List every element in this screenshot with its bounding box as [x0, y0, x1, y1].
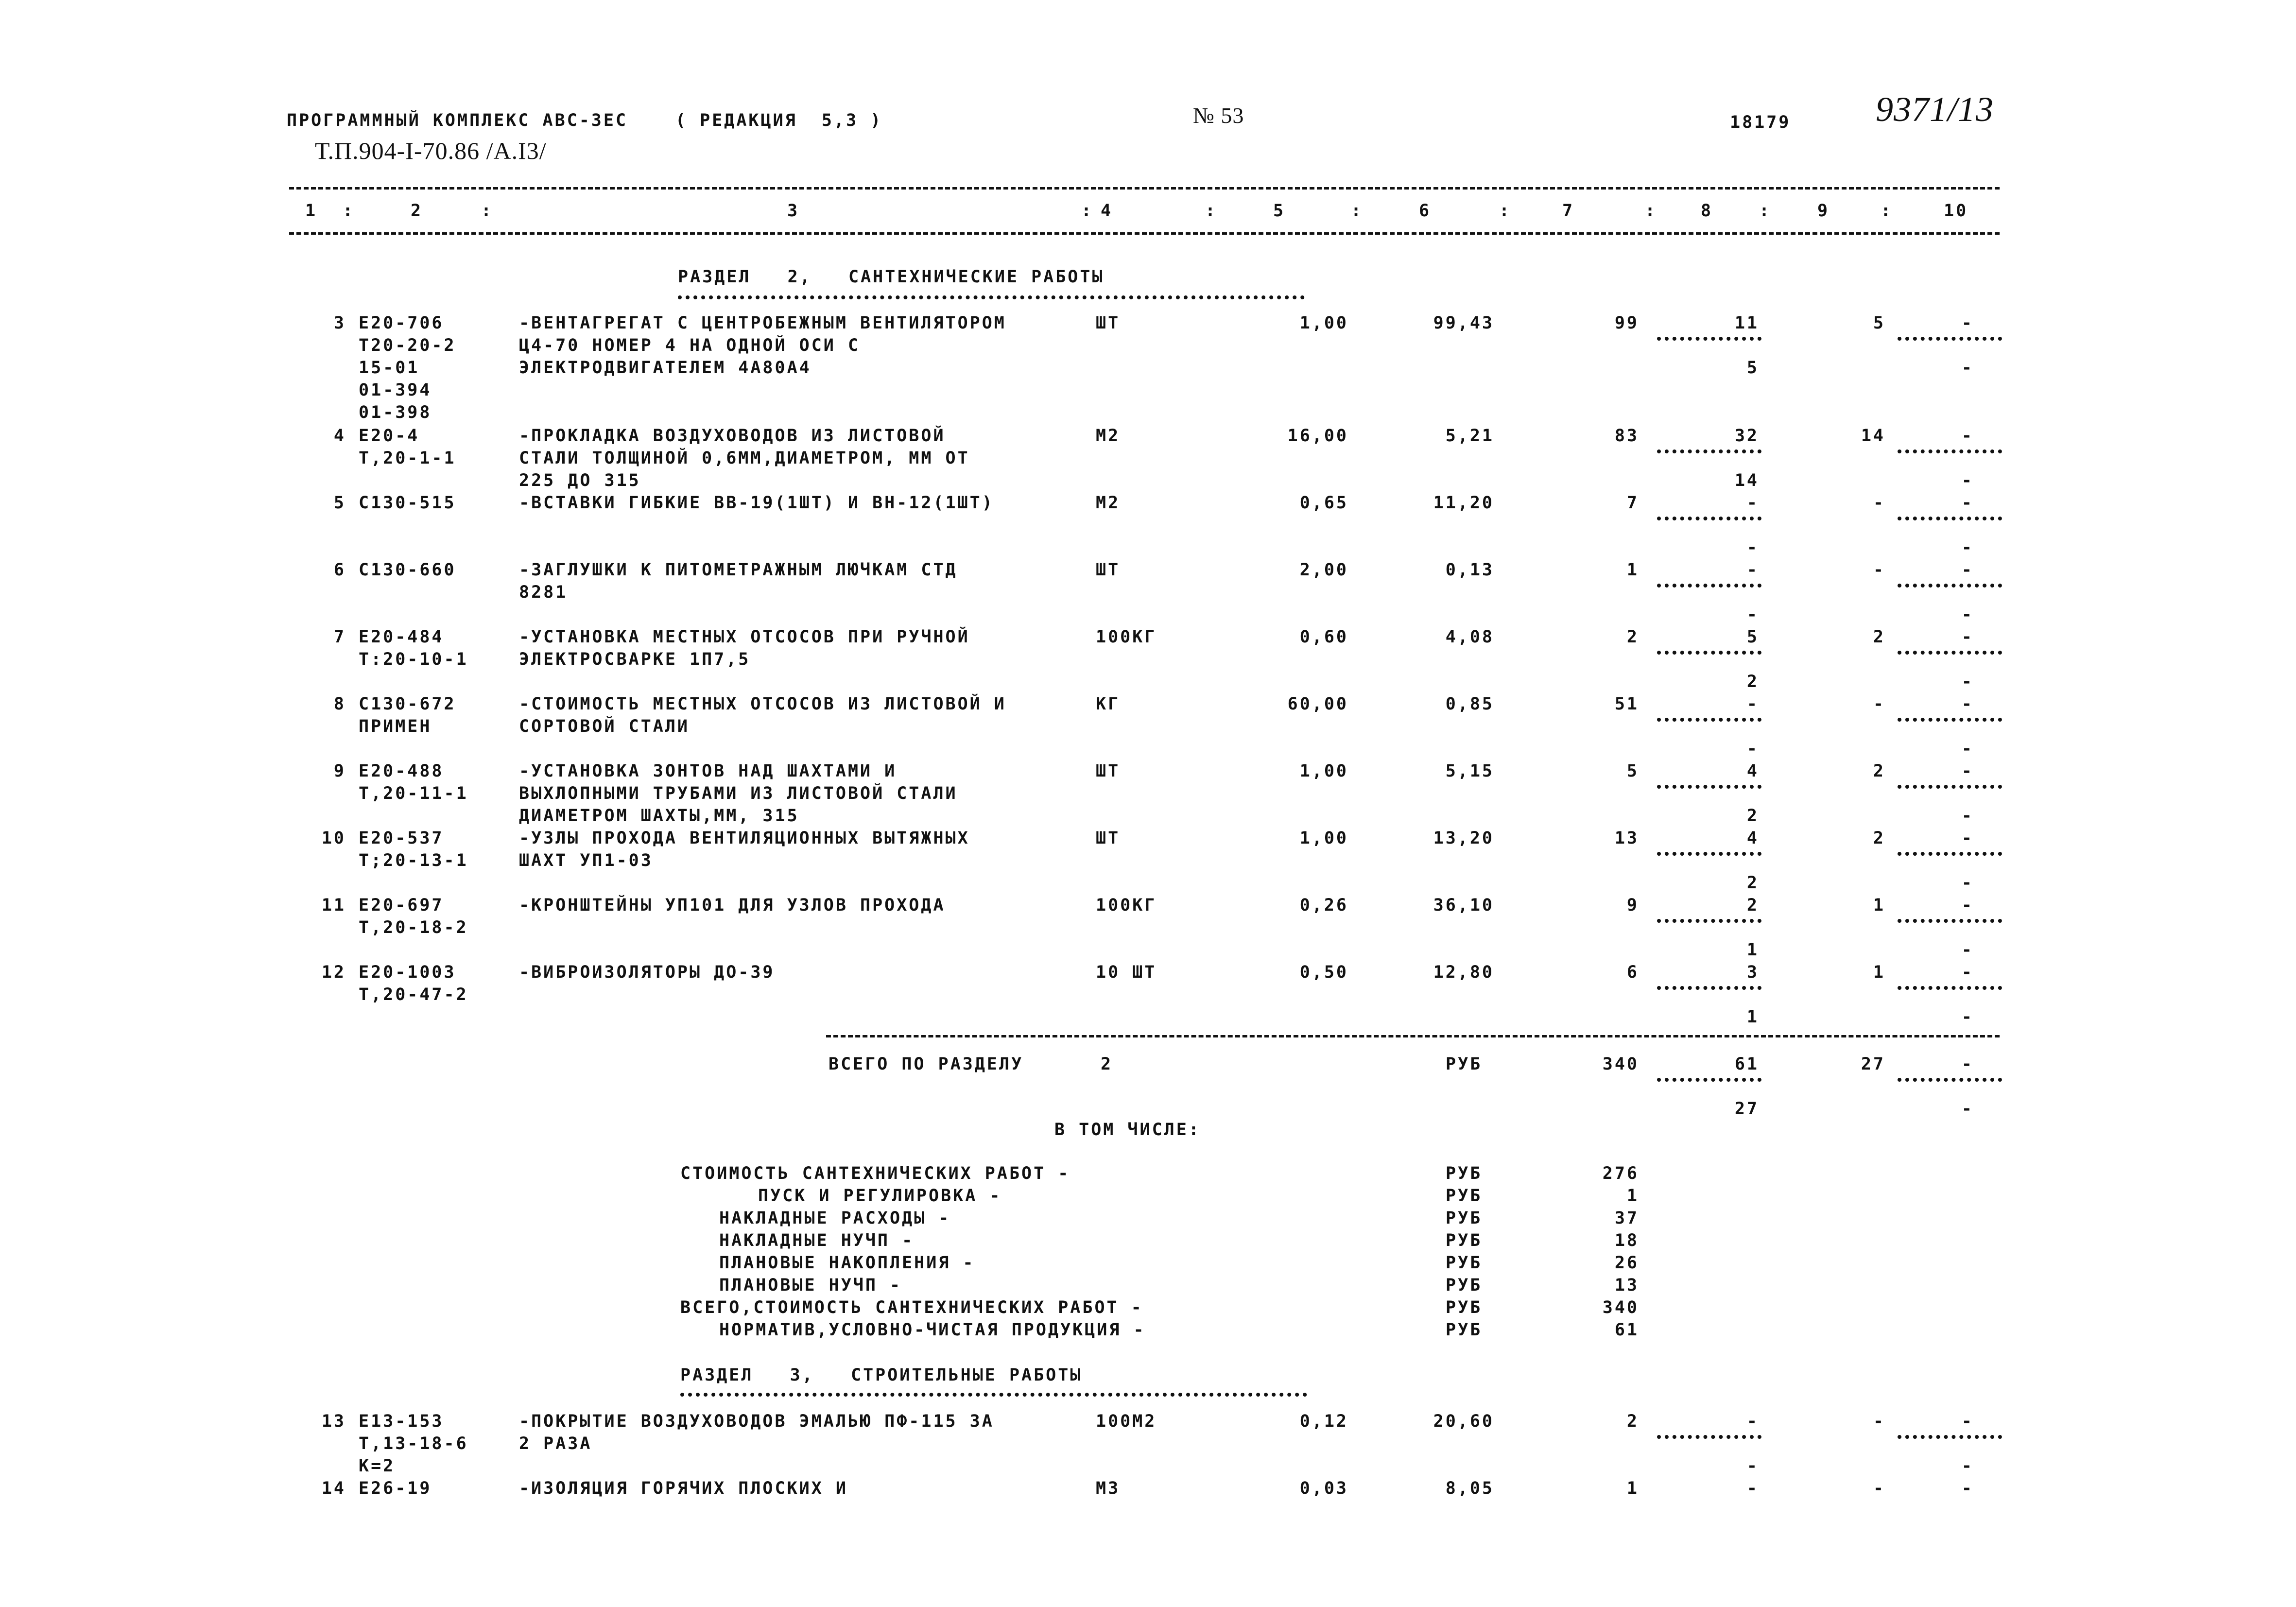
- row-code: Т20-20-2: [359, 336, 456, 355]
- total-label: ВСЕГО ПО РАЗДЕЛУ: [829, 1054, 1024, 1074]
- row-total: 13: [1614, 829, 1639, 848]
- summary-unit: РУБ: [1446, 1164, 1483, 1183]
- col10-divider: [1898, 919, 2002, 923]
- row-col9: 2: [1873, 761, 1885, 781]
- row-quantity: 0,12: [1299, 1412, 1348, 1431]
- row-code: 01-394: [359, 380, 432, 400]
- row-number: 9: [333, 761, 346, 781]
- row-col8: 5: [1746, 627, 1759, 647]
- row-number: 13: [321, 1412, 346, 1431]
- row-number: 7: [333, 627, 346, 647]
- row-unit: М2: [1096, 493, 1121, 513]
- column-header-1: 1: [305, 201, 318, 221]
- row-total: 9: [1626, 896, 1639, 915]
- row-unit-price: 36,10: [1433, 896, 1494, 915]
- summary-value: 1: [1626, 1186, 1639, 1206]
- column-separator: :: [343, 201, 355, 221]
- row-total: 1: [1626, 1479, 1639, 1498]
- row-code: Е20-484: [359, 627, 444, 647]
- row-number: 3: [333, 313, 346, 333]
- row-description: -ПРОКЛАДКА ВОЗДУХОВОДОВ ИЗ ЛИСТОВОЙ: [519, 426, 946, 446]
- row-col9: 2: [1873, 829, 1885, 848]
- row-number: 11: [321, 896, 346, 915]
- row-col8: 4: [1746, 829, 1759, 848]
- total-col8: 61: [1734, 1054, 1759, 1074]
- row-code: Т;20-13-1: [359, 851, 468, 870]
- col10-divider: [1898, 852, 2002, 856]
- row-col8-sub: 1: [1746, 940, 1759, 960]
- row-quantity: 1,00: [1299, 313, 1348, 333]
- row-col8-sub: 2: [1746, 806, 1759, 826]
- row-description: ШАХТ УП1-03: [519, 851, 653, 870]
- col10-divider: [1898, 785, 2002, 789]
- row-col9: 2: [1873, 627, 1885, 647]
- header-top-rule: [289, 187, 2000, 190]
- column-separator: :: [1081, 201, 1094, 221]
- row-code: Е20-4: [359, 426, 420, 446]
- column-separator: :: [1351, 201, 1364, 221]
- summary-label: НОРМАТИВ,УСЛОВНО-ЧИСТАЯ ПРОДУКЦИЯ -: [719, 1320, 1146, 1340]
- total-col10-sub: -: [1961, 1099, 1974, 1119]
- row-col8: 2: [1746, 896, 1759, 915]
- total-col8-sub: 27: [1734, 1099, 1759, 1119]
- row-description: -ВИБРОИЗОЛЯТОРЫ ДО-39: [519, 963, 775, 982]
- row-unit-price: 5,15: [1445, 761, 1494, 781]
- row-unit: ШТ: [1096, 829, 1121, 848]
- summary-value: 276: [1602, 1164, 1639, 1183]
- row-col10: -: [1961, 896, 1974, 915]
- row-col8: -: [1746, 1412, 1759, 1431]
- col8-divider: [1657, 1435, 1761, 1439]
- program-name: ПРОГРАММНЫЙ КОМПЛЕКС АВС-ЗЕС: [287, 111, 628, 130]
- row-col10: -: [1961, 761, 1974, 781]
- summary-label: ПЛАНОВЫЕ НАКОПЛЕНИЯ -: [719, 1253, 975, 1273]
- row-unit-price: 99,43: [1433, 313, 1494, 333]
- row-col10-sub: -: [1961, 873, 1974, 893]
- summary-unit: РУБ: [1446, 1320, 1483, 1340]
- column-header-10: 10: [1944, 201, 1968, 221]
- row-total: 1: [1626, 560, 1639, 580]
- row-code: Е20-488: [359, 761, 444, 781]
- row-quantity: 0,50: [1299, 963, 1348, 982]
- row-number: 6: [333, 560, 346, 580]
- row-col9: -: [1873, 560, 1885, 580]
- row-code: С130-672: [359, 694, 456, 714]
- summary-value: 61: [1614, 1320, 1639, 1340]
- row-code: Е20-1003: [359, 963, 456, 982]
- row-col8: -: [1746, 694, 1759, 714]
- row-col10-sub: -: [1961, 672, 1974, 691]
- summary-label: НАКЛАДНЫЕ РАСХОДЫ -: [719, 1209, 951, 1228]
- row-col10-sub: -: [1961, 605, 1974, 624]
- summary-label: ВСЕГО,СТОИМОСТЬ САНТЕХНИЧЕСКИХ РАБОТ -: [680, 1298, 1143, 1317]
- row-col10-sub: -: [1961, 739, 1974, 759]
- row-col8-sub: -: [1746, 739, 1759, 759]
- col8-divider: [1657, 449, 1761, 453]
- row-total: 5: [1626, 761, 1639, 781]
- col10-divider: [1898, 651, 2002, 655]
- summary-value: 340: [1602, 1298, 1639, 1317]
- col8-divider: [1657, 919, 1761, 923]
- row-description: 2 РАЗА: [519, 1434, 592, 1453]
- row-code: К=2: [359, 1456, 396, 1476]
- row-code: Т,20-11-1: [359, 784, 468, 803]
- row-col10-sub: -: [1961, 806, 1974, 826]
- row-unit-price: 11,20: [1433, 493, 1494, 513]
- total-value: 340: [1602, 1054, 1639, 1074]
- row-code: Т,20-47-2: [359, 985, 468, 1004]
- row-col10-sub: -: [1961, 1007, 1974, 1027]
- col10-divider: [1898, 584, 2002, 588]
- row-col8-sub: 2: [1746, 873, 1759, 893]
- row-code: Е20-706: [359, 313, 444, 333]
- row-col8-sub: -: [1746, 538, 1759, 557]
- row-description: -УЗЛЫ ПРОХОДА ВЕНТИЛЯЦИОННЫХ ВЫТЯЖНЫХ: [519, 829, 970, 848]
- summary-value: 26: [1614, 1253, 1639, 1273]
- row-code: 15-01: [359, 358, 420, 378]
- row-unit-price: 0,13: [1445, 560, 1494, 580]
- row-col8-sub: -: [1746, 1456, 1759, 1476]
- summary-unit: РУБ: [1446, 1231, 1483, 1250]
- row-number: 14: [321, 1479, 346, 1498]
- col8-divider: [1657, 785, 1761, 789]
- row-col9: 1: [1873, 896, 1885, 915]
- col8-divider: [1657, 651, 1761, 655]
- row-col10: -: [1961, 694, 1974, 714]
- column-separator: :: [1205, 201, 1218, 221]
- summary-unit: РУБ: [1446, 1298, 1483, 1317]
- row-col10: -: [1961, 426, 1974, 446]
- row-unit: М2: [1096, 426, 1121, 446]
- col8-divider: [1657, 986, 1761, 990]
- row-unit: ШТ: [1096, 560, 1121, 580]
- row-col10: -: [1961, 560, 1974, 580]
- row-quantity: 0,60: [1299, 627, 1348, 647]
- row-col10: -: [1961, 313, 1974, 333]
- row-unit: 100КГ: [1096, 896, 1157, 915]
- col10-divider: [1898, 986, 2002, 990]
- total-unit: РУБ: [1446, 1054, 1483, 1074]
- column-separator: :: [1499, 201, 1512, 221]
- section-2-title: РАЗДЕЛ 2, САНТЕХНИЧЕСКИЕ РАБОТЫ: [678, 267, 1105, 287]
- row-description: ВЫХЛОПНЫМИ ТРУБАМИ ИЗ ЛИСТОВОЙ СТАЛИ: [519, 784, 958, 803]
- row-code: Е20-697: [359, 896, 444, 915]
- column-header-2: 2: [411, 201, 423, 221]
- row-unit-price: 0,85: [1445, 694, 1494, 714]
- row-description: -ВСТАВКИ ГИБКИЕ ВВ-19(1ШТ) И ВН-12(1ШТ): [519, 493, 994, 513]
- row-code: С130-515: [359, 493, 456, 513]
- row-unit: КГ: [1096, 694, 1121, 714]
- col10-divider: [1898, 718, 2002, 722]
- row-unit: М3: [1096, 1479, 1121, 1498]
- total-col10: -: [1961, 1054, 1974, 1074]
- column-header-7: 7: [1562, 201, 1575, 221]
- project-subtitle: Т.П.904-I-70.86 /А.I3/: [315, 137, 547, 164]
- row-col10: -: [1961, 829, 1974, 848]
- summary-unit: РУБ: [1446, 1186, 1483, 1206]
- row-quantity: 0,03: [1299, 1479, 1348, 1498]
- section-3-title: РАЗДЕЛ 3, СТРОИТЕЛЬНЫЕ РАБОТЫ: [680, 1365, 1083, 1385]
- row-description: -ЗАГЛУШКИ К ПИТОМЕТРАЖНЫМ ЛЮЧКАМ СТД: [519, 560, 958, 580]
- row-number: 5: [333, 493, 346, 513]
- row-code: Т,20-18-2: [359, 918, 468, 937]
- row-quantity: 1,00: [1299, 761, 1348, 781]
- summary-unit: РУБ: [1446, 1253, 1483, 1273]
- row-description: ЭЛЕКТРОДВИГАТЕЛЕМ 4А80А4: [519, 358, 811, 378]
- row-col8: 3: [1746, 963, 1759, 982]
- column-separator: :: [481, 201, 494, 221]
- row-quantity: 1,00: [1299, 829, 1348, 848]
- row-code: Е13-153: [359, 1412, 444, 1431]
- column-header-4: 4: [1101, 201, 1113, 221]
- row-description: -ВЕНТАГРЕГАТ С ЦЕНТРОБЕЖНЫМ ВЕНТИЛЯТОРОМ: [519, 313, 1006, 333]
- row-col10-sub: -: [1961, 471, 1974, 490]
- row-col8: 11: [1734, 313, 1759, 333]
- col10-divider: [1898, 449, 2002, 453]
- row-code: Т,13-18-6: [359, 1434, 468, 1453]
- row-col8-sub: -: [1746, 605, 1759, 624]
- row-total: 2: [1626, 1412, 1639, 1431]
- col8-divider: [1657, 517, 1761, 520]
- summary-unit: РУБ: [1446, 1276, 1483, 1295]
- row-description: -СТОИМОСТЬ МЕСТНЫХ ОТСОСОВ ИЗ ЛИСТОВОЙ И: [519, 694, 1006, 714]
- row-quantity: 60,00: [1287, 694, 1348, 714]
- row-code: Т:20-10-1: [359, 650, 468, 669]
- summary-label: НАКЛАДНЫЕ НУЧП -: [719, 1231, 915, 1250]
- row-unit: 10 ШТ: [1096, 963, 1157, 982]
- row-unit: ШТ: [1096, 761, 1121, 781]
- column-header-9: 9: [1817, 201, 1830, 221]
- col8-divider: [1657, 852, 1761, 856]
- edition-label: ( РЕДАКЦИЯ 5,3 ): [675, 111, 883, 130]
- row-code: Е20-537: [359, 829, 444, 848]
- row-quantity: 0,26: [1299, 896, 1348, 915]
- row-number: 8: [333, 694, 346, 714]
- row-col9: 5: [1873, 313, 1885, 333]
- row-total: 2: [1626, 627, 1639, 647]
- row-col8: 4: [1746, 761, 1759, 781]
- row-col8: -: [1746, 1479, 1759, 1498]
- summary-value: 13: [1614, 1276, 1639, 1295]
- row-col8-sub: 2: [1746, 672, 1759, 691]
- row-description: Ц4-70 НОМЕР 4 НА ОДНОЙ ОСИ С: [519, 336, 861, 355]
- row-col9: -: [1873, 694, 1885, 714]
- row-description: 8281: [519, 583, 568, 602]
- row-number: 4: [333, 426, 346, 446]
- row-col10: -: [1961, 963, 1974, 982]
- row-quantity: 0,65: [1299, 493, 1348, 513]
- summary-unit: РУБ: [1446, 1209, 1483, 1228]
- row-total: 7: [1626, 493, 1639, 513]
- including-label: В ТОМ ЧИСЛЕ:: [1054, 1120, 1201, 1140]
- row-unit-price: 20,60: [1433, 1412, 1494, 1431]
- row-description: 225 ДО 315: [519, 471, 641, 490]
- row-unit-price: 12,80: [1433, 963, 1494, 982]
- row-unit: 100КГ: [1096, 627, 1157, 647]
- row-unit: 100М2: [1096, 1412, 1157, 1431]
- row-description: ДИАМЕТРОМ ШАХТЫ,ММ, 315: [519, 806, 799, 826]
- row-description: СТАЛИ ТОЛЩИНОЙ 0,6ММ,ДИАМЕТРОМ, ММ ОТ: [519, 449, 970, 468]
- row-col8-sub: 14: [1734, 471, 1759, 490]
- total-section-number: 2: [1101, 1054, 1113, 1074]
- row-code: 01-398: [359, 403, 432, 422]
- row-col10: -: [1961, 1412, 1974, 1431]
- col8-divider: [1657, 337, 1761, 341]
- col10-divider: [1898, 337, 2002, 341]
- row-description: СОРТОВОЙ СТАЛИ: [519, 717, 690, 736]
- row-unit-price: 4,08: [1445, 627, 1494, 647]
- row-col10-sub: -: [1961, 940, 1974, 960]
- row-col8: -: [1746, 560, 1759, 580]
- col10-divider: [1898, 1078, 2002, 1082]
- row-code: Е26-19: [359, 1479, 432, 1498]
- summary-value: 18: [1614, 1231, 1639, 1250]
- column-separator: :: [1759, 201, 1772, 221]
- row-description: -ИЗОЛЯЦИЯ ГОРЯЧИХ ПЛОСКИХ И: [519, 1479, 848, 1498]
- row-quantity: 16,00: [1287, 426, 1348, 446]
- summary-label: ПУСК И РЕГУЛИРОВКА -: [758, 1186, 1002, 1206]
- row-col8-sub: 1: [1746, 1007, 1759, 1027]
- row-col9: 1: [1873, 963, 1885, 982]
- row-description: -УСТАНОВКА МЕСТНЫХ ОТСОСОВ ПРИ РУЧНОЙ: [519, 627, 970, 647]
- section-3-underline: [680, 1393, 1307, 1397]
- col10-divider: [1898, 1435, 2002, 1439]
- row-col8: 32: [1734, 426, 1759, 446]
- column-separator: :: [1881, 201, 1893, 221]
- row-code: С130-660: [359, 560, 456, 580]
- page-number: № 53: [1193, 103, 1244, 128]
- row-description: -ПОКРЫТИЕ ВОЗДУХОВОДОВ ЭМАЛЬЮ ПФ-115 ЗА: [519, 1412, 994, 1431]
- summary-label: СТОИМОСТЬ САНТЕХНИЧЕСКИХ РАБОТ -: [680, 1164, 1070, 1183]
- row-number: 10: [321, 829, 346, 848]
- row-col10: -: [1961, 627, 1974, 647]
- row-col10-sub: -: [1961, 538, 1974, 557]
- doc-number: 18179: [1730, 113, 1791, 132]
- summary-label: ПЛАНОВЫЕ НУЧП -: [719, 1276, 902, 1295]
- row-unit-price: 5,21: [1445, 426, 1494, 446]
- row-col10: -: [1961, 493, 1974, 513]
- header-bottom-rule: [289, 232, 2000, 235]
- row-col9: -: [1873, 1479, 1885, 1498]
- row-quantity: 2,00: [1299, 560, 1348, 580]
- column-header-5: 5: [1273, 201, 1286, 221]
- row-total: 51: [1614, 694, 1639, 714]
- row-description: -УСТАНОВКА ЗОНТОВ НАД ШАХТАМИ И: [519, 761, 897, 781]
- column-header-8: 8: [1701, 201, 1713, 221]
- column-separator: :: [1645, 201, 1657, 221]
- row-description: -КРОНШТЕЙНЫ УП101 ДЛЯ УЗЛОВ ПРОХОДА: [519, 896, 946, 915]
- row-unit: ШТ: [1096, 313, 1121, 333]
- row-code: Т,20-1-1: [359, 449, 456, 468]
- row-col8: -: [1746, 493, 1759, 513]
- col8-divider: [1657, 718, 1761, 722]
- row-col10-sub: -: [1961, 358, 1974, 378]
- section-2-underline: [678, 295, 1305, 299]
- total-col9: 27: [1861, 1054, 1885, 1074]
- row-code: ПРИМЕН: [359, 717, 432, 736]
- row-col10-sub: -: [1961, 1456, 1974, 1476]
- column-header-3: 3: [787, 201, 800, 221]
- row-number: 12: [321, 963, 346, 982]
- row-total: 99: [1614, 313, 1639, 333]
- handwritten-stamp: 9371/13: [1876, 90, 1994, 129]
- row-col9: -: [1873, 493, 1885, 513]
- row-description: ЭЛЕКТРОСВАРКЕ 1П7,5: [519, 650, 751, 669]
- row-col9: 14: [1861, 426, 1885, 446]
- col8-divider: [1657, 584, 1761, 588]
- col8-divider: [1657, 1078, 1761, 1082]
- row-unit-price: 8,05: [1445, 1479, 1494, 1498]
- total-rule: [826, 1035, 2000, 1037]
- column-header-6: 6: [1419, 201, 1432, 221]
- row-total: 6: [1626, 963, 1639, 982]
- row-total: 83: [1614, 426, 1639, 446]
- summary-value: 37: [1614, 1209, 1639, 1228]
- row-unit-price: 13,20: [1433, 829, 1494, 848]
- row-col8-sub: 5: [1746, 358, 1759, 378]
- col10-divider: [1898, 517, 2002, 520]
- row-col10: -: [1961, 1479, 1974, 1498]
- row-col9: -: [1873, 1412, 1885, 1431]
